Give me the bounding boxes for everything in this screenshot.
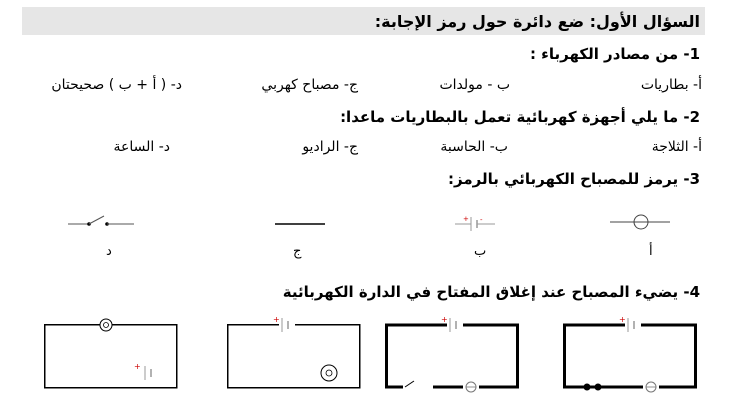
- question-4-text: 4- يضيء المصباح عند إغلاق المفتاح في الدارة الكهربائية: [282, 283, 700, 301]
- battery-symbol-icon[interactable]: [455, 214, 495, 234]
- svg-text:+: +: [273, 315, 280, 324]
- q1-option-c[interactable]: ج- مصباح كهربي: [261, 77, 358, 93]
- lamp-symbol-icon[interactable]: [610, 212, 670, 232]
- open-switch-symbol-icon[interactable]: [68, 212, 134, 232]
- q3-label-a: أ: [649, 244, 653, 259]
- q2-option-a[interactable]: أ- الثلاجة: [651, 139, 702, 155]
- q2-option-d[interactable]: د- الساعة: [113, 139, 170, 155]
- q1-option-b[interactable]: ب - مولدات: [439, 77, 510, 93]
- q3-label-d: د: [106, 244, 112, 259]
- circuit-closed-switch-icon[interactable]: [563, 315, 697, 390]
- circuit-battery-lamp-icon[interactable]: [227, 315, 361, 390]
- question-3-text: 3- يرمز للمصباح الكهربائي بالرمز:: [448, 170, 700, 188]
- question-1-text: 1- من مصادر الكهرباء :: [529, 45, 700, 63]
- circuit-open-switch-icon[interactable]: [385, 315, 519, 390]
- q3-label-c: ج: [293, 244, 302, 259]
- svg-text:+: +: [134, 362, 141, 371]
- q2-option-c[interactable]: ج- الراديو: [302, 139, 358, 155]
- q3-label-b: ب: [474, 244, 487, 259]
- section-title: السؤال الأول: ضع دائرة حول رمز الإجابة:: [374, 12, 700, 31]
- question-2-text: 2- ما يلي أجهزة كهربائية تعمل بالبطاريات ماعدا:: [340, 108, 700, 126]
- wire-symbol-icon[interactable]: [275, 221, 325, 227]
- q1-option-a[interactable]: أ- بطاريات: [640, 77, 702, 93]
- svg-text:+: +: [441, 315, 448, 324]
- svg-text:+: +: [463, 215, 469, 223]
- q1-option-d[interactable]: د- ( أ + ب ) صحيحتان: [51, 77, 182, 93]
- svg-text:-: -: [480, 216, 483, 224]
- svg-text:+: +: [619, 315, 626, 324]
- circuit-lamp-battery-icon[interactable]: [44, 318, 178, 390]
- q2-option-b[interactable]: ب- الحاسبة: [440, 139, 508, 155]
